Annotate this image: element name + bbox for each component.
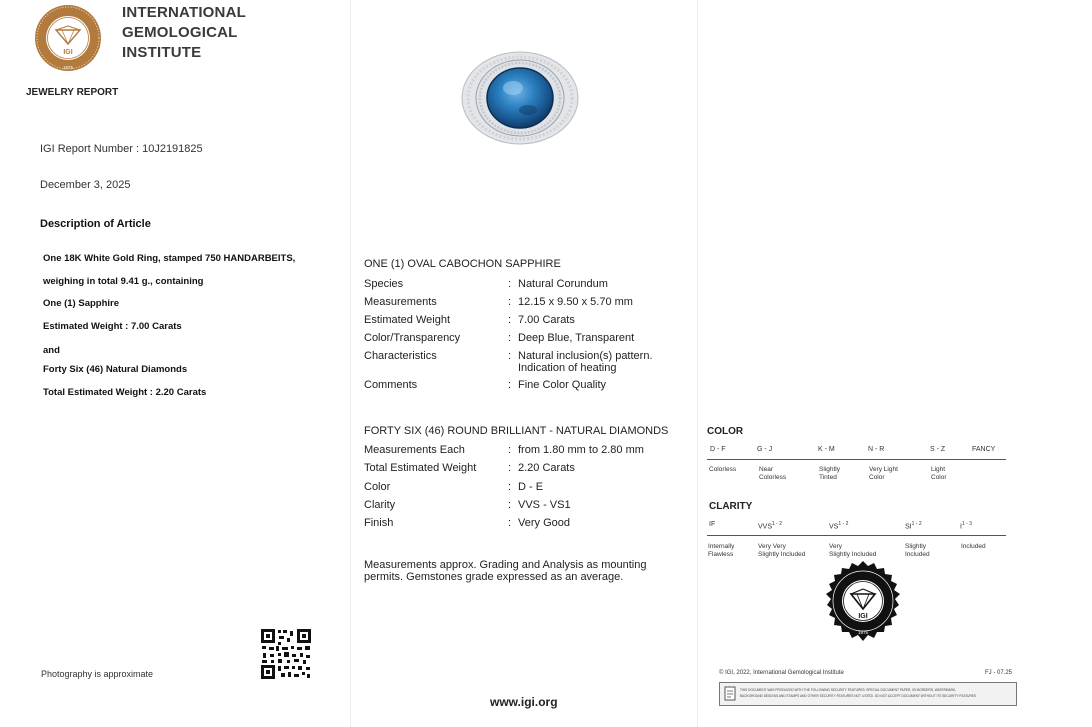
description-line: One (1) Sapphire <box>43 298 120 309</box>
detail-row: Color/Transparency <box>364 332 461 344</box>
detail-value: 7.00 Carats <box>518 314 575 326</box>
clarity-desc: Included <box>961 543 986 550</box>
clarity-grade: IF <box>709 521 716 528</box>
detail-value: Indication of heating <box>518 362 617 374</box>
igi-black-seal <box>819 561 907 645</box>
description-line: Total Estimated Weight : 2.20 Carats <box>43 387 207 398</box>
clarity-desc: Slightly Included <box>905 543 930 558</box>
detail-value: Natural Corundum <box>518 278 608 290</box>
color-grade: FANCY <box>972 446 996 453</box>
color-desc: Slightly Tinted <box>819 466 840 481</box>
diamond-details: Measurements Each : from 1.80 mm to 2.80 mm Total Estimated Weight : 2.20 Carats Color : D - E Clarity : VVS - VS1 Finish : Very Good <box>364 444 644 529</box>
left-panel <box>0 0 350 727</box>
color-grade: N - R <box>868 446 885 453</box>
ring-photo <box>458 48 582 148</box>
clarity-grade: VVS$^{1 - 2}$ <box>758 521 783 531</box>
diamonds-heading: FORTY SIX (46) ROUND BRILLIANT - NATURAL DIAMONDS <box>364 425 669 437</box>
qr-code[interactable] <box>261 629 311 679</box>
right-panel <box>698 0 1092 727</box>
color-grade: S - Z <box>930 446 946 453</box>
detail-value: Fine Color Quality <box>518 379 607 391</box>
website-link[interactable]: www.igi.org <box>490 695 558 709</box>
color-desc: Very Light Color <box>869 466 898 481</box>
security-text: THIS DOCUMENT WAS PRODUCED WITH THE FOLLOWING SECURITY FEATURES: SPECIAL DOCUMENT PAPER, IGI BORDERS, WATERMARK, BACKGROUND DESIGNS AND STAMPS AND OTHER SECURITY FEATURES NOT LISTED. DO NOT ACCEPT DOCUMENT WITHOUT ITS SECURITY FEATURES <box>740 688 977 698</box>
report-number: IGI Report Number : 10J2191825 <box>40 143 203 155</box>
detail-value: 12.15 x 9.50 x 5.70 mm <box>518 296 633 308</box>
clarity-grade: VS$^{1 - 2}$ <box>829 521 849 531</box>
svg-text:IGI: IGI <box>63 49 73 56</box>
detail-value: VVS - VS1 <box>518 499 571 511</box>
clarity-grade: SI$^{1 - 2}$ <box>905 521 922 531</box>
clarity-desc: Internally Flawless <box>708 543 735 558</box>
sapphire-heading: ONE (1) OVAL CABOCHON SAPPHIRE <box>364 258 561 270</box>
igi-seal-logo <box>25 4 111 72</box>
detail-value: D - E <box>518 481 544 493</box>
detail-value: 2.20 Carats <box>518 462 575 474</box>
sapphire-details: Species : Natural Corundum Measurements : 12.15 x 9.50 x 5.70 mm Estimated Weight : 7.00 Carats Color/Transparency : Deep Blue, Transparent Characteristics : Natural inclusion(s) pattern. Indication of heating Comments : Fine Color Quality <box>364 278 653 391</box>
color-grade: G - J <box>757 446 773 453</box>
clarity-desc: Very Slightly Included <box>829 543 877 558</box>
color-desc: Near Colorless <box>759 466 787 481</box>
description-line: Forty Six (46) Natural Diamonds <box>43 364 188 375</box>
description-heading: Description of Article <box>40 218 151 230</box>
svg-text:IGI: IGI <box>858 613 868 620</box>
clarity-grade: $I^{1 - 3}$ <box>960 521 972 531</box>
report-type: JEWELRY REPORT <box>26 87 119 98</box>
description-line: Estimated Weight : 7.00 Carats <box>43 321 182 332</box>
color-scale-heading: COLOR <box>707 426 744 437</box>
detail-row: Species <box>364 278 404 290</box>
detail-row: Total Estimated Weight <box>364 462 477 474</box>
middle-panel <box>351 0 697 727</box>
detail-row: Estimated Weight <box>364 314 451 326</box>
color-grade: D - F <box>710 446 726 453</box>
detail-value: Deep Blue, Transparent <box>518 332 635 344</box>
detail-value: Very Good <box>518 517 570 529</box>
scale-rule <box>707 459 1006 460</box>
report-date: December 3, 2025 <box>40 179 131 191</box>
detail-row: Finish <box>364 517 394 529</box>
svg-text:1975: 1975 <box>857 630 869 635</box>
clarity-desc: Very Very Slightly Included <box>758 543 806 558</box>
detail-value: Natural inclusion(s) pattern. <box>518 350 653 362</box>
copyright: © IGI, 2022, International Gemological Institute <box>719 670 844 676</box>
color-desc: Light Color <box>931 466 947 481</box>
detail-row: Measurements Each <box>364 444 465 456</box>
institute-name: INTERNATIONAL GEMOLOGICAL INSTITUTE <box>122 4 246 61</box>
description-line: weighing in total 9.41 g., containing <box>43 276 204 287</box>
scale-rule <box>707 535 1006 536</box>
detail-row: Measurements <box>364 296 437 308</box>
clarity-scale-heading: CLARITY <box>709 501 753 512</box>
photo-note: Photography is approximate <box>41 669 154 679</box>
security-box <box>719 682 1017 706</box>
document-icon <box>724 686 736 701</box>
detail-value: from 1.80 mm to 2.80 mm <box>518 444 644 456</box>
description-line: One 18K White Gold Ring, stamped 750 HANDARBEITS, <box>43 253 296 264</box>
detail-row: Comments <box>364 379 418 391</box>
description-line: and <box>43 345 60 356</box>
color-grade: K - M <box>818 446 835 453</box>
form-code: FJ - 07.25 <box>985 670 1013 676</box>
detail-row: Color <box>364 481 391 493</box>
svg-text:1975: 1975 <box>62 65 74 70</box>
detail-row: Clarity <box>364 499 396 511</box>
measurement-note: Measurements approx. Grading and Analysis as mounting permits. Gemstones grade expressed as an average. <box>364 559 647 583</box>
detail-row: Characteristics <box>364 350 437 362</box>
color-desc: Colorless <box>709 466 737 473</box>
